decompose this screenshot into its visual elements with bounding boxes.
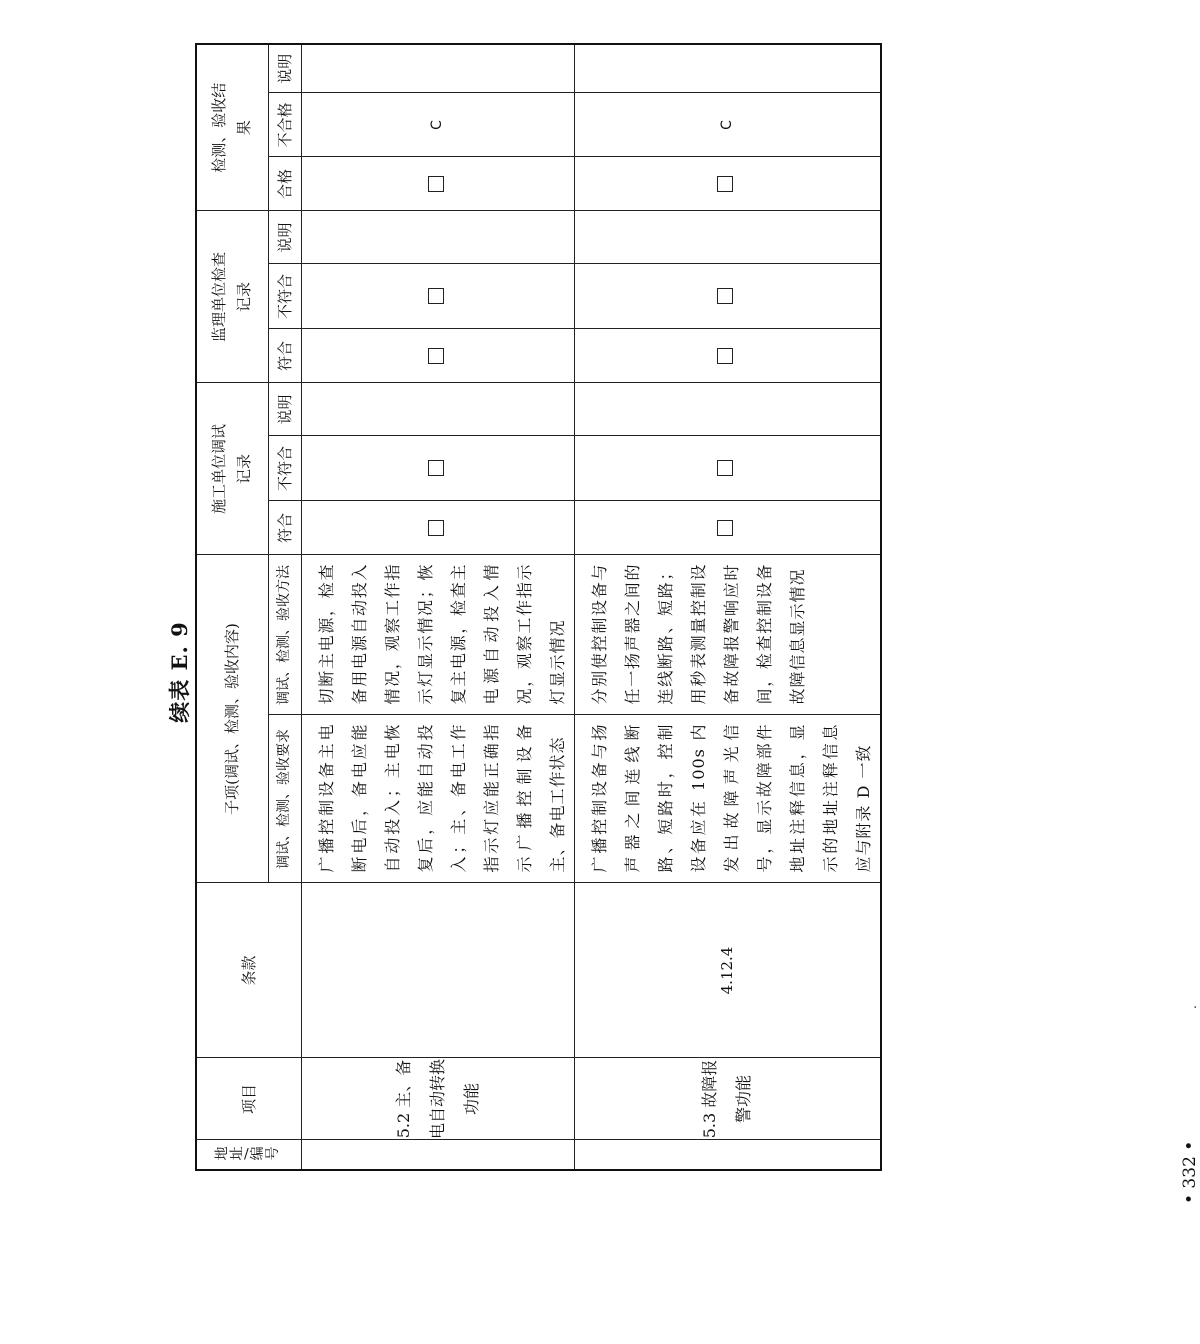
s-note-cell [301,211,574,264]
table-row [574,44,881,1170]
pass-checkbox[interactable] [574,157,881,211]
c-note-cell [574,383,881,436]
fail-mark[interactable]: C [574,93,881,157]
method-cell: 切断主电源，检查备用电源自动投入情况，观察工作指示灯显示情况；恢复主电源，检查主电源自动投入情况，观察工作指示灯显示情况 [301,555,574,715]
header-project: 项目 [196,1058,301,1140]
header-subitem: 子项(调试、检测、验收内容) [196,555,268,883]
table-row [301,44,574,1170]
header-req: 调试、检测、验收要求 [268,715,301,883]
header-c-nonconform: 不符合 [268,436,301,501]
c-nonconform-checkbox[interactable] [574,436,881,501]
table-caption: 续表 E. 9 [167,621,192,723]
header-fail: 不合格 [268,93,301,157]
c-note-cell [301,383,574,436]
clause-cell: 4.12.4 [574,883,881,1058]
project-cell: 5.3 故障报警功能 [574,1058,881,1140]
s-nonconform-checkbox[interactable] [574,264,881,329]
a-note-cell [301,44,574,93]
page-number: • 332 • [1180,1140,1200,1204]
header-clause: 条款 [196,883,301,1058]
address-cell [574,1140,881,1170]
s-nonconform-checkbox[interactable] [301,264,574,329]
c-conform-checkbox[interactable] [301,501,574,555]
header-s-note: 说明 [268,211,301,264]
header-a-note: 说明 [268,44,301,93]
header-construction: 施工单位调试记录 [196,383,268,555]
requirement-cell: 广播控制设备与扬声器之间连线断路、短路时，控制设备应在 100s 内发出故障声光信号，显示故障部件地址注释信息，显示的地址注释信息应与附录 D 一致 [574,715,881,883]
header-acceptance: 检测、验收结果 [196,44,268,211]
inspection-table [195,43,882,1171]
project-cell: 5.2 主、备电自动转换功能 [301,1058,574,1140]
header-c-conform: 符合 [268,501,301,555]
requirement-cell: 广播控制设备主电断电后，备电应能自动投入；主电恢复后，应能自动投入；主、备电工作指示灯应能正确指示广播控制设备主、备电工作状态 [301,715,574,883]
c-conform-checkbox[interactable] [574,501,881,555]
address-cell [301,1140,574,1170]
header-supervision: 监理单位检查记录 [196,211,268,383]
s-conform-checkbox[interactable] [301,329,574,383]
a-note-cell [574,44,881,93]
header-s-conform: 符合 [268,329,301,383]
header-address: 地址/编号 [196,1140,301,1170]
stray-dot: . [1185,1005,1199,1009]
clause-cell [301,883,574,1058]
header-method: 调试、检测、验收方法 [268,555,301,715]
header-c-note: 说明 [268,383,301,436]
method-cell: 分别使控制设备与任一扬声器之间的连线断路、短路；用秒表测量控制设备故障报警响应时间，检查控制设备故障信息显示情况 [574,555,881,715]
s-conform-checkbox[interactable] [574,329,881,383]
pass-checkbox[interactable] [301,157,574,211]
fail-mark[interactable]: C [301,93,574,157]
header-pass: 合格 [268,157,301,211]
c-nonconform-checkbox[interactable] [301,436,574,501]
header-s-nonconform: 不符合 [268,264,301,329]
s-note-cell [574,211,881,264]
